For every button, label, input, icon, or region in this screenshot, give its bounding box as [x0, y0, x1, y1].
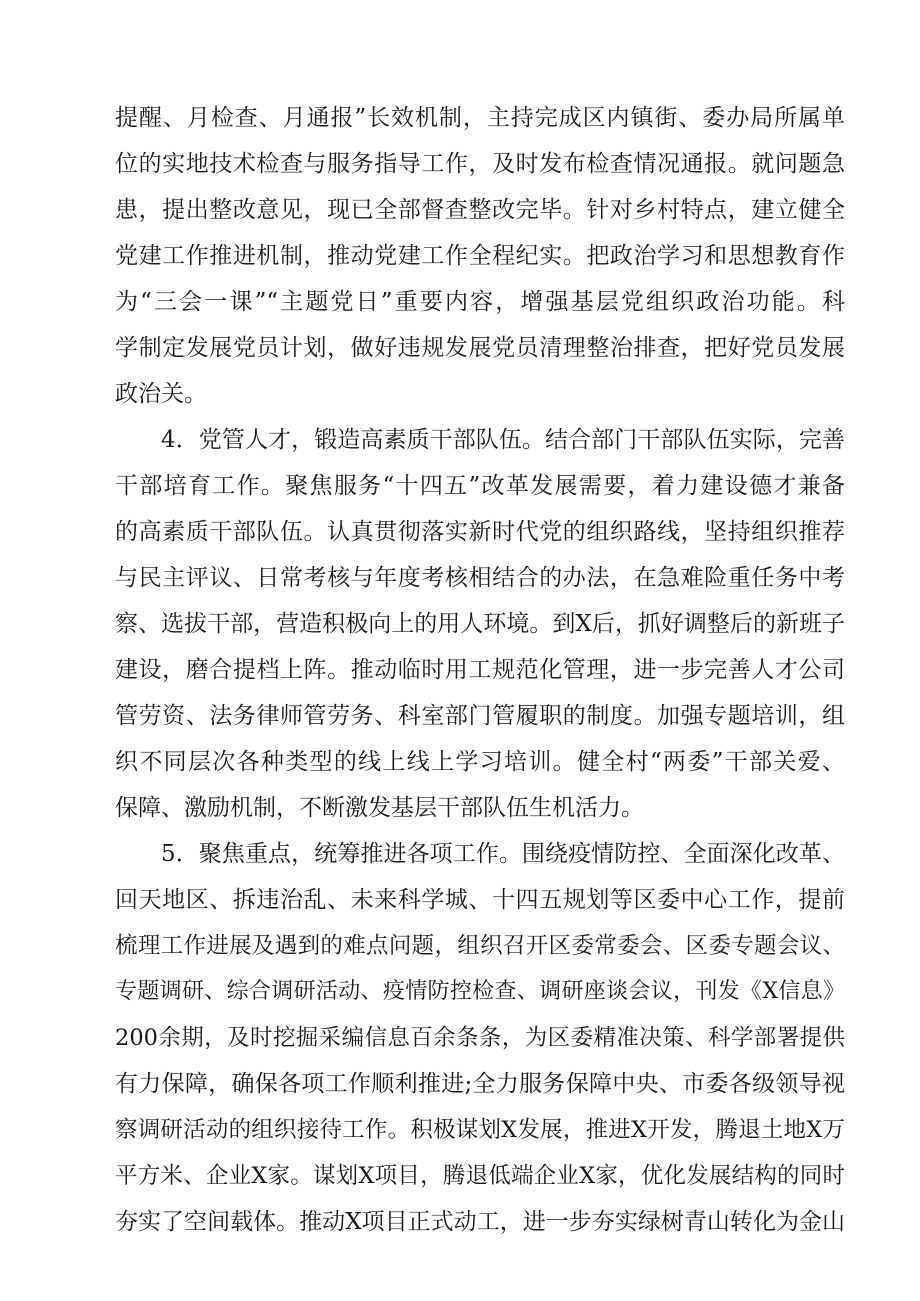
text-line: 干部培育工作。聚焦服务“十四五”改革发展需要，着力建设德才兼备 — [115, 473, 845, 499]
text-line: 为“三会一课”“主题党日”重要内容，增强基层党组织政治功能。科 — [115, 289, 845, 315]
text-line: 管劳资、法务律师管劳务、科室部门管履职的制度。加强专题培训，组 — [115, 703, 845, 729]
text-line: 位的实地技术检查与服务指导工作，及时发布检查情况通报。就问题急 — [115, 151, 845, 177]
paragraph-heading-5: 5．聚焦重点，统筹推进各项工作。围绕疫情防控、全面深化改革、 — [161, 841, 845, 867]
text-line: 政治关。 — [115, 381, 207, 407]
text-line: 患，提出整改意见，现已全部督查整改完毕。针对乡村特点，建立健全 — [115, 197, 845, 223]
text-line: 党建工作推进机制，推动党建工作全程纪实。把政治学习和思想教育作 — [115, 243, 845, 269]
text-line: 的高素质干部队伍。认真贯彻落实新时代党的组织路线，坚持组织推荐 — [115, 519, 845, 545]
text-line: 学制定发展党员计划，做好违规发展党员清理整治排查，把好党员发展 — [115, 335, 845, 361]
text-line: 回天地区、拆违治乱、未来科学城、十四五规划等区委中心工作，提前 — [115, 887, 845, 913]
text-line: 察调研活动的组织接待工作。积极谋划X发展，推进X开发，腾退土地X万 — [115, 1117, 845, 1143]
text-line: 200余期，及时挖掘采编信息百余条条，为区委精准决策、科学部署提供 — [115, 1025, 845, 1051]
text-line: 建设，磨合提档上阵。推动临时用工规范化管理，进一步完善人才公司 — [115, 657, 845, 683]
text-line: 提醒、月检查、月通报”长效机制，主持完成区内镇街、委办局所属单 — [115, 105, 845, 131]
text-line: 夯实了空间载体。推动X项目正式动工，进一步夯实绿树青山转化为金山 — [115, 1209, 845, 1235]
text-line: 织不同层次各种类型的线上线上学习培训。健全村“两委”干部关爱、 — [115, 749, 845, 775]
text-line: 与民主评议、日常考核与年度考核相结合的办法，在急难险重任务中考 — [115, 565, 845, 591]
text-line: 保障、激励机制，不断激发基层干部队伍生机活力。 — [115, 795, 644, 821]
text-line: 察、选拔干部，营造积极向上的用人环境。到X后，抓好调整后的新班子 — [115, 611, 845, 637]
paragraph-heading-4: 4．党管人才，锻造高素质干部队伍。结合部门干部队伍实际，完善 — [161, 427, 845, 453]
text-line: 梳理工作进展及遇到的难点问题，组织召开区委常委会、区委专题会议、 — [115, 933, 845, 959]
text-line: 有力保障，确保各项工作顺利推进;全力服务保障中央、市委各级领导视 — [115, 1071, 845, 1097]
text-line: 专题调研、综合调研活动、疫情防控检查、调研座谈会议，刊发《X信息》 — [115, 979, 845, 1004]
text-line: 平方米、企业X家。谋划X项目，腾退低端企业X家，优化发展结构的同时 — [115, 1163, 845, 1189]
